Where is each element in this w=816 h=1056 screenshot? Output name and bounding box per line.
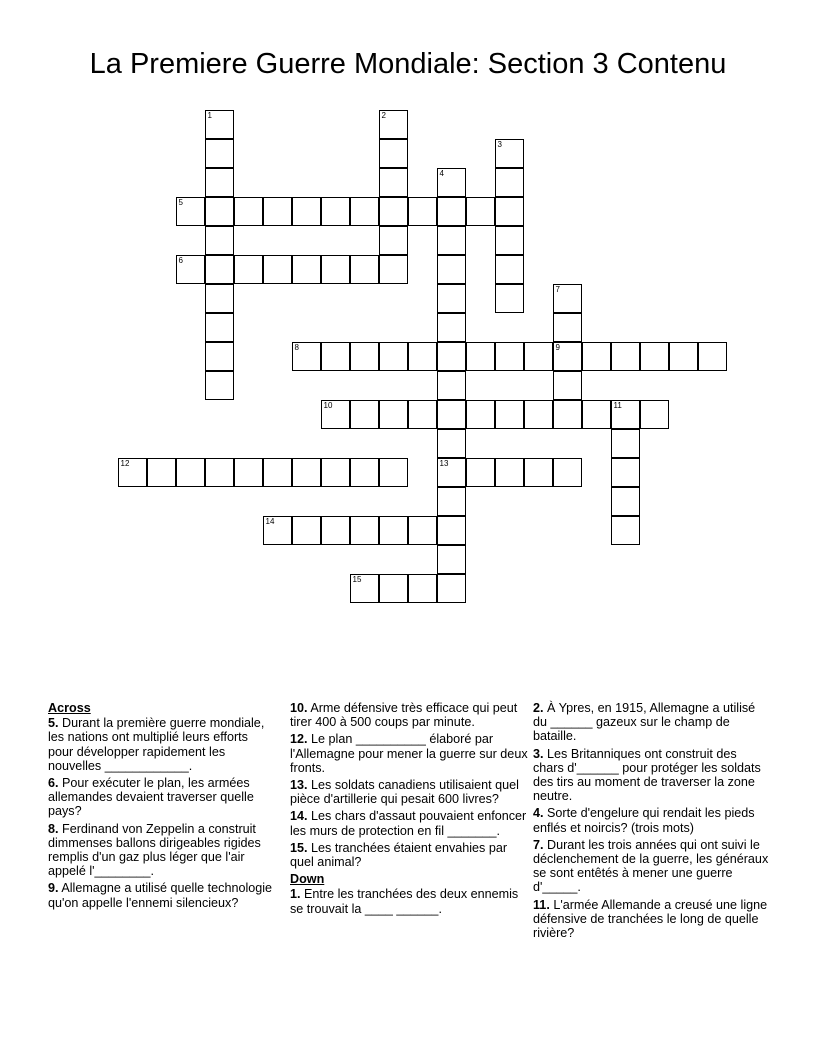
grid-cell[interactable] [553,371,582,400]
grid-cell[interactable] [176,255,205,284]
grid-cell[interactable] [379,168,408,197]
grid-cell[interactable] [205,139,234,168]
clue-down-7 [533,838,769,895]
clue-across-6 [48,776,276,819]
grid-cell[interactable] [118,458,147,487]
clue-text: Allemagne a utilisé quelle technologie qu'on appelle l'ennemi silencieux? [48,881,273,910]
clue-number: 9. [48,881,59,896]
grid-cell[interactable] [263,516,292,545]
grid-cell[interactable] [408,400,437,429]
clue-text: Sorte d'engelure qui rendait les pieds enflés et noircis? (trois mots) [533,806,755,835]
clue-number: 12. [290,732,308,747]
grid-cell[interactable] [205,284,234,313]
grid-cell[interactable] [437,429,466,458]
cell-number: 6 [178,256,183,265]
clue-text: Les Britanniques ont construit des chars d'______ pour protéger les soldats des tirs au moment de traverser la zone neutre. [533,746,761,804]
cell-number: 15 [352,575,362,584]
clue-number: 3. [533,746,544,761]
grid-cell[interactable] [437,226,466,255]
grid-cell[interactable] [495,226,524,255]
clue-number: 14. [290,809,308,824]
grid-cell[interactable] [234,197,263,226]
clues-column-2 [290,701,528,919]
grid-cell[interactable] [553,458,582,487]
clue-number: 2. [533,701,544,715]
clues-column-3 [533,701,769,943]
clue-text: Pour exécuter le plan, les armées allemandes devaient traverser quelle pays? [48,776,254,819]
grid-cell[interactable] [437,516,466,545]
cell-number: 10 [323,401,333,410]
clue-across-9 [48,881,276,909]
page-title: La Premiere Guerre Mondiale: Section 3 Contenu [89,48,727,80]
clue-text: Les tranchées étaient envahies par quel animal? [290,840,508,870]
clue-number: 5. [48,716,59,731]
grid-cell[interactable] [437,371,466,400]
grid-cell[interactable] [321,400,350,429]
grid-cell[interactable] [669,342,698,371]
cell-number: 13 [439,459,449,468]
cell-number: 8 [294,343,299,352]
grid-cell[interactable] [379,400,408,429]
grid-cell[interactable] [437,487,466,516]
grid-cell[interactable] [176,458,205,487]
grid-cell[interactable] [466,400,495,429]
clue-text: L'armée Allemande a creusé une ligne défensive de tranchées le long de quelle rivière? [533,897,768,941]
grid-cell[interactable] [408,342,437,371]
cell-number: 2 [381,111,386,120]
grid-cell[interactable] [379,574,408,603]
grid-cell[interactable] [350,516,379,545]
grid-cell[interactable] [205,342,234,371]
cell-number: 1 [207,111,212,120]
grid-cell[interactable] [321,197,350,226]
grid-cell[interactable] [350,197,379,226]
clue-number: 10. [290,701,308,715]
grid-cell[interactable] [437,313,466,342]
clue-down-1 [290,887,528,915]
grid-cell[interactable] [698,342,727,371]
grid-cell[interactable] [292,458,321,487]
grid-cell[interactable] [379,110,408,139]
grid-cell[interactable] [524,342,553,371]
grid-cell[interactable] [350,400,379,429]
grid-cell[interactable] [263,255,292,284]
grid-cell[interactable] [408,197,437,226]
grid-cell[interactable] [495,342,524,371]
clue-number: 1. [290,887,301,902]
grid-cell[interactable] [553,342,582,371]
clue-down-4 [533,806,769,834]
grid-cell[interactable] [350,342,379,371]
clue-text: Durant la première guerre mondiale, les nations ont multiplié leurs efforts pour développer rapidement les nouvelles ____________. [48,716,265,773]
grid-cell[interactable] [205,371,234,400]
clue-text: Le plan __________ élaboré par l'Allemagne pour mener la guerre sur deux fronts. [290,732,528,775]
grid-cell[interactable] [205,313,234,342]
clue-down-2 [533,701,769,744]
grid-cell[interactable] [495,139,524,168]
grid-cell[interactable] [437,197,466,226]
grid-cell[interactable] [611,516,640,545]
clue-across-13 [290,778,528,806]
grid-cell[interactable] [553,284,582,313]
grid-cell[interactable] [379,516,408,545]
clue-number: 6. [48,776,59,791]
grid-cell[interactable] [466,458,495,487]
grid-cell[interactable] [553,400,582,429]
clue-down-11 [533,898,769,941]
grid-cell[interactable] [234,255,263,284]
grid-cell[interactable] [495,400,524,429]
grid-cell[interactable] [205,197,234,226]
grid-cell[interactable] [582,342,611,371]
grid-cell[interactable] [553,313,582,342]
grid-cell[interactable] [263,458,292,487]
grid-cell[interactable] [495,284,524,313]
grid-cell[interactable] [437,284,466,313]
clue-down-3 [533,747,769,804]
grid-cell[interactable] [321,255,350,284]
clues-column-1 [48,701,276,913]
across-header: Across [48,701,91,715]
cell-number: 12 [120,459,130,468]
grid-cell[interactable] [524,458,553,487]
grid-cell[interactable] [437,168,466,197]
grid-cell[interactable] [292,516,321,545]
clue-number: 15. [290,840,308,855]
clue-number: 13. [290,778,308,793]
grid-cell[interactable] [350,458,379,487]
grid-cell[interactable] [437,255,466,284]
grid-cell[interactable] [495,168,524,197]
cell-number: 5 [178,198,183,207]
clue-text: À Ypres, en 1915, Allemagne a utilisé du ______ gazeux sur le champ de bataille. [533,701,756,744]
grid-cell[interactable] [611,342,640,371]
grid-cell[interactable] [437,458,466,487]
grid-cell[interactable] [611,487,640,516]
grid-cell[interactable] [582,400,611,429]
grid-cell[interactable] [611,458,640,487]
grid-cell[interactable] [611,429,640,458]
grid-cell[interactable] [495,197,524,226]
cell-number: 11 [613,401,622,410]
grid-cell[interactable] [379,226,408,255]
clue-across-5 [48,716,276,773]
grid-cell[interactable] [292,197,321,226]
grid-cell[interactable] [350,255,379,284]
grid-cell[interactable] [379,458,408,487]
grid-cell[interactable] [466,197,495,226]
grid-cell[interactable] [234,458,263,487]
grid-cell[interactable] [524,400,553,429]
grid-cell[interactable] [408,516,437,545]
cell-number: 4 [439,169,444,178]
grid-cell[interactable] [495,458,524,487]
clue-text: Les soldats canadiens utilisaient quel pièce d'artillerie qui pesait 600 livres? [290,778,519,807]
clue-number: 4. [533,806,544,821]
clue-across-12 [290,732,528,775]
grid-cell[interactable] [437,545,466,574]
clue-across-8 [48,822,276,879]
grid-cell[interactable] [321,516,350,545]
grid-cell[interactable] [205,168,234,197]
clue-text: Les chars d'assaut pouvaient enfoncer les murs de protection en fil _______. [290,809,527,838]
grid-cell[interactable] [205,226,234,255]
grid-cell[interactable] [292,342,321,371]
clue-across-15 [290,841,528,869]
grid-cell[interactable] [147,458,176,487]
grid-cell[interactable] [408,574,437,603]
grid-cell[interactable] [611,400,640,429]
grid-cell[interactable] [379,255,408,284]
grid-cell[interactable] [437,400,466,429]
grid-cell[interactable] [176,197,205,226]
clue-text: Arme défensive très efficace qui peut tirer 400 à 500 coups par minute. [290,701,518,730]
clue-across-10 [290,701,528,729]
cell-number: 14 [265,517,275,526]
grid-cell[interactable] [379,342,408,371]
grid-cell[interactable] [495,255,524,284]
clue-across-14 [290,809,528,837]
grid-cell[interactable] [640,342,669,371]
grid-cell[interactable] [350,574,379,603]
grid-cell[interactable] [263,197,292,226]
grid-cell[interactable] [292,255,321,284]
grid-cell[interactable] [437,342,466,371]
clue-text: Entre les tranchées des deux ennemis se trouvait la ____ ______. [290,887,519,916]
cell-number: 9 [555,343,560,352]
clue-text: Durant les trois années qui ont suivi le déclenchement de la guerre, les généraux se sont entêtés à mener une guerre d'_____. [533,837,769,895]
grid-cell[interactable] [321,458,350,487]
grid-cell[interactable] [379,139,408,168]
clue-number: 11. [533,897,550,912]
clue-number: 7. [533,837,544,852]
cell-number: 7 [555,285,560,294]
down-header: Down [290,872,325,887]
clue-number: 8. [48,821,59,836]
cell-number: 3 [497,140,502,149]
grid-cell[interactable] [466,342,495,371]
grid-cell[interactable] [640,400,669,429]
grid-cell[interactable] [379,197,408,226]
grid-cell[interactable] [205,255,234,284]
grid-cell[interactable] [321,342,350,371]
grid-cell[interactable] [205,458,234,487]
clue-text: Ferdinand von Zeppelin a construit dimmenses ballons dirigeables rigides remplis d'un gaz plus léger que l'air appelé l'________. [48,821,261,879]
grid-cell[interactable] [205,110,234,139]
grid-cell[interactable] [437,574,466,603]
